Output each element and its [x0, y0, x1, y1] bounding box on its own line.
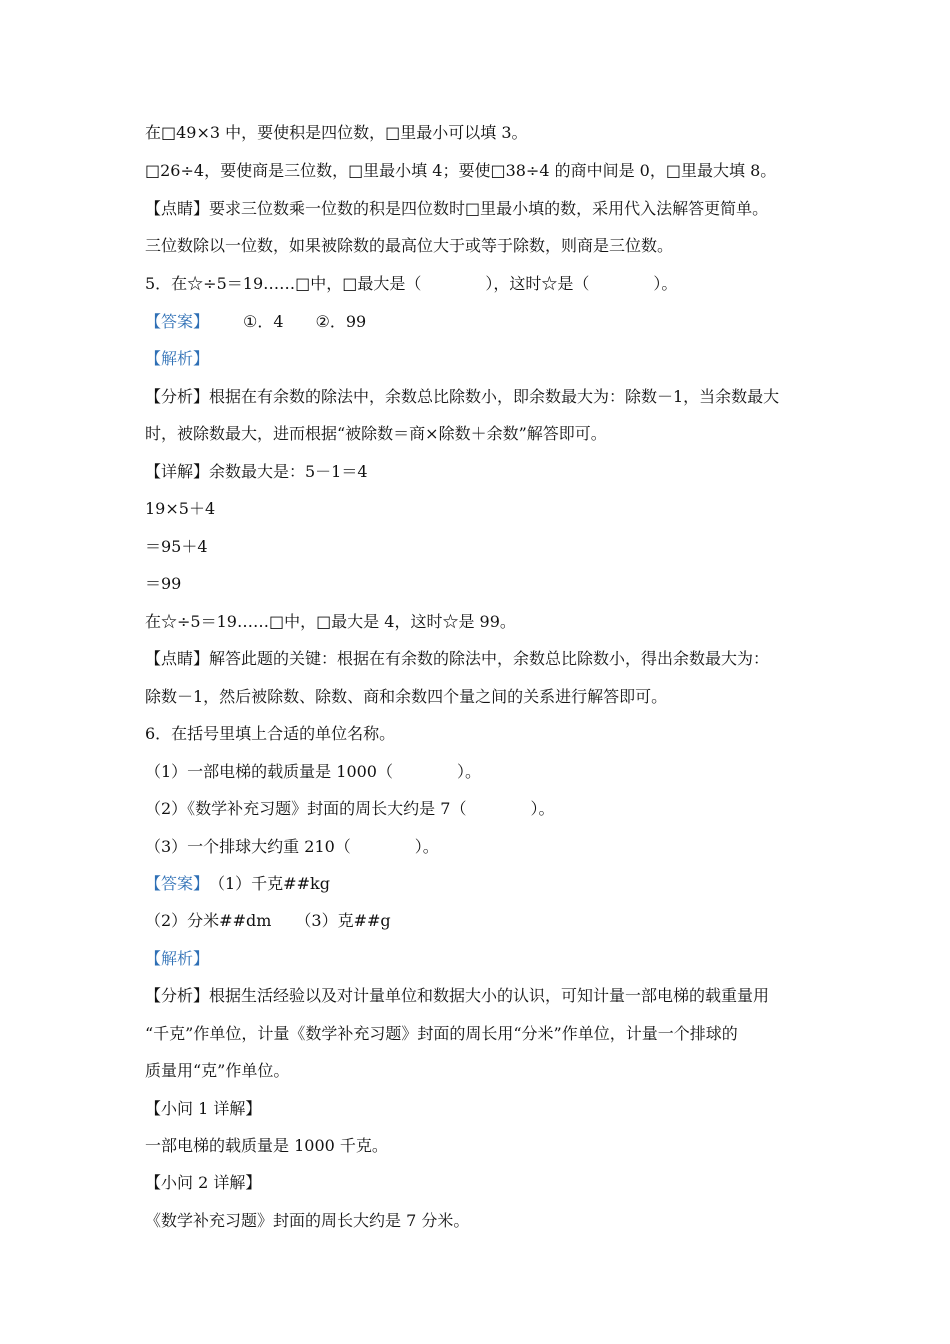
subquestion-heading: 【小问 1 详解】 [145, 1099, 262, 1118]
subquestion-3: （3）一个排球大约重 210（ ）。 [145, 837, 439, 856]
subquestion-1: （1）一部电梯的载质量是 1000（ ）。 [145, 762, 481, 781]
subquestion-heading: 【小问 2 详解】 [145, 1173, 262, 1192]
answer-label: 【答案】 [145, 312, 210, 331]
dianjing-line: 【点睛】要求三位数乘一位数的积是四位数时□里最小填的数，采用代入法解答更简单。 [145, 199, 769, 218]
question-6: 6．在括号里填上合适的单位名称。 [145, 724, 396, 743]
text-line: 在□49×3 中，要使积是四位数，□里最小可以填 3。 [145, 123, 528, 142]
text-line: 三位数除以一位数，如果被除数的最高位大于或等于除数，则商是三位数。 [145, 236, 674, 255]
calc-line: ＝95＋4 [145, 537, 208, 556]
question-5: 5．在☆÷5＝19……□中，□最大是（ ），这时☆是（ ）。 [145, 274, 678, 293]
text-line: 一部电梯的载质量是 1000 千克。 [145, 1136, 388, 1155]
calc-line: ＝99 [145, 574, 182, 593]
text-line: 质量用“克”作单位。 [145, 1061, 290, 1080]
text-line: “千克”作单位，计量《数学补充习题》封面的周长用“分米”作单位，计量一个排球的 [145, 1024, 738, 1043]
analysis-label: 【解析】 [145, 949, 210, 968]
xiangjie-line: 【详解】余数最大是：5－1＝4 [145, 462, 368, 481]
text-line: 在☆÷5＝19……□中，□最大是 4，这时☆是 99。 [145, 612, 516, 631]
text-line: □26÷4，要使商是三位数，□里最小填 4；要使□38÷4 的商中间是 0，□里最大填 8。 [145, 161, 777, 180]
answer-label: 【答案】 [145, 874, 210, 893]
fenxi-line: 【分析】根据在有余数的除法中，余数总比除数小，即余数最大为：除数－1，当余数最大 [145, 387, 780, 406]
text-line: 除数－1，然后被除数、除数、商和余数四个量之间的关系进行解答即可。 [145, 687, 668, 706]
text-line: 《数学补充习题》封面的周长大约是 7 分米。 [145, 1211, 470, 1230]
analysis-label: 【解析】 [145, 349, 210, 368]
answer-values: ①．4 ②．99 [243, 312, 367, 331]
answer-values: （1）千克##kg [209, 874, 330, 893]
fenxi-line: 【分析】根据生活经验以及对计量单位和数据大小的认识，可知计量一部电梯的载重量用 [145, 986, 770, 1005]
dianjing-line: 【点睛】解答此题的关键：根据在有余数的除法中，余数总比除数小，得出余数最大为： [145, 649, 770, 668]
answer-values: （2）分米##dm （3）克##g [145, 911, 391, 930]
subquestion-2: （2）《数学补充习题》封面的周长大约是 7（ ）。 [145, 799, 555, 818]
calc-line: 19×5＋4 [145, 499, 216, 518]
text-line: 时，被除数最大，进而根据“被除数＝商×除数＋余数”解答即可。 [145, 424, 607, 443]
